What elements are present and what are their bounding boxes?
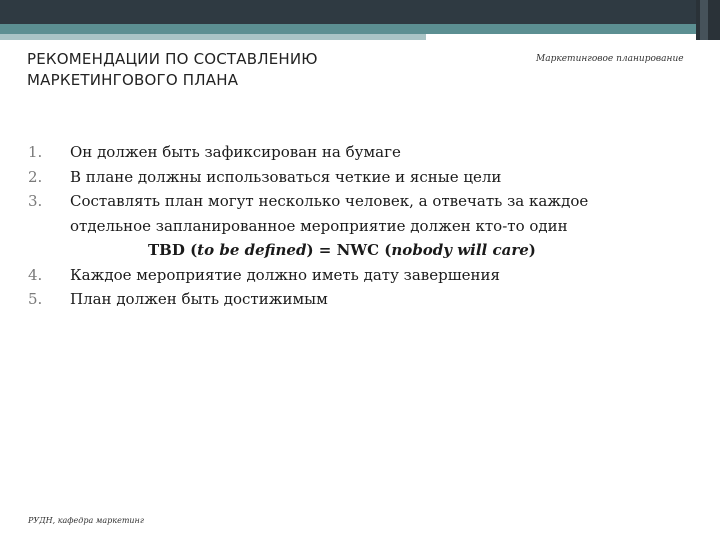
slide-footer: РУДН, кафедра маркетинг — [28, 516, 144, 525]
banner-corner-accent — [700, 0, 708, 40]
tbd-note — [148, 238, 668, 263]
slide-top-banner — [0, 0, 720, 48]
tbd-italic-care: nobody will care — [391, 241, 529, 259]
list-item-number: 1. — [28, 143, 43, 161]
list-item-number: 4. — [28, 265, 43, 284]
list-item — [28, 263, 668, 288]
list-item — [28, 287, 668, 312]
list-item-number: 2. — [28, 167, 43, 186]
banner-tab-cutout — [426, 34, 720, 48]
tbd-middle: ) = NWC ( — [306, 241, 392, 259]
list-item — [28, 165, 668, 190]
slide-title-line2: МАРКЕТИНГОВОГО ПЛАНА — [27, 71, 239, 89]
list-item-text: Он должен быть зафиксирован на бумаге — [70, 143, 401, 161]
list-item-text: Составлять план могут несколько человек, а отвечать за каждое отдельное запланированное мероприятие должен кто-то один — [70, 192, 589, 235]
list-item-text: Каждое мероприятие должно иметь дату завершения — [70, 265, 501, 284]
slide-title-line1: РЕКОМЕНДАЦИИ ПО СОСТАВЛЕНИЮ — [27, 50, 318, 68]
list-item-number: 3. — [28, 192, 43, 210]
list-item — [28, 140, 668, 165]
slide-title — [27, 49, 387, 91]
tbd-italic-defined: to be defined — [197, 241, 307, 259]
tbd-suffix: ) — [528, 241, 536, 259]
banner-teal-stripe — [0, 24, 720, 34]
list-item-number: 5. — [28, 290, 43, 308]
recommendations-list — [28, 140, 668, 312]
banner-dark-stripe — [0, 0, 720, 24]
list-item — [28, 189, 668, 263]
list-item-text: План должен быть достижимым — [70, 290, 328, 308]
header-section-label: Маркетинговое планирование — [536, 54, 684, 64]
list-item-text: В плане должны использоваться четкие и ясные цели — [70, 167, 502, 186]
tbd-prefix: TBD ( — [148, 241, 198, 259]
